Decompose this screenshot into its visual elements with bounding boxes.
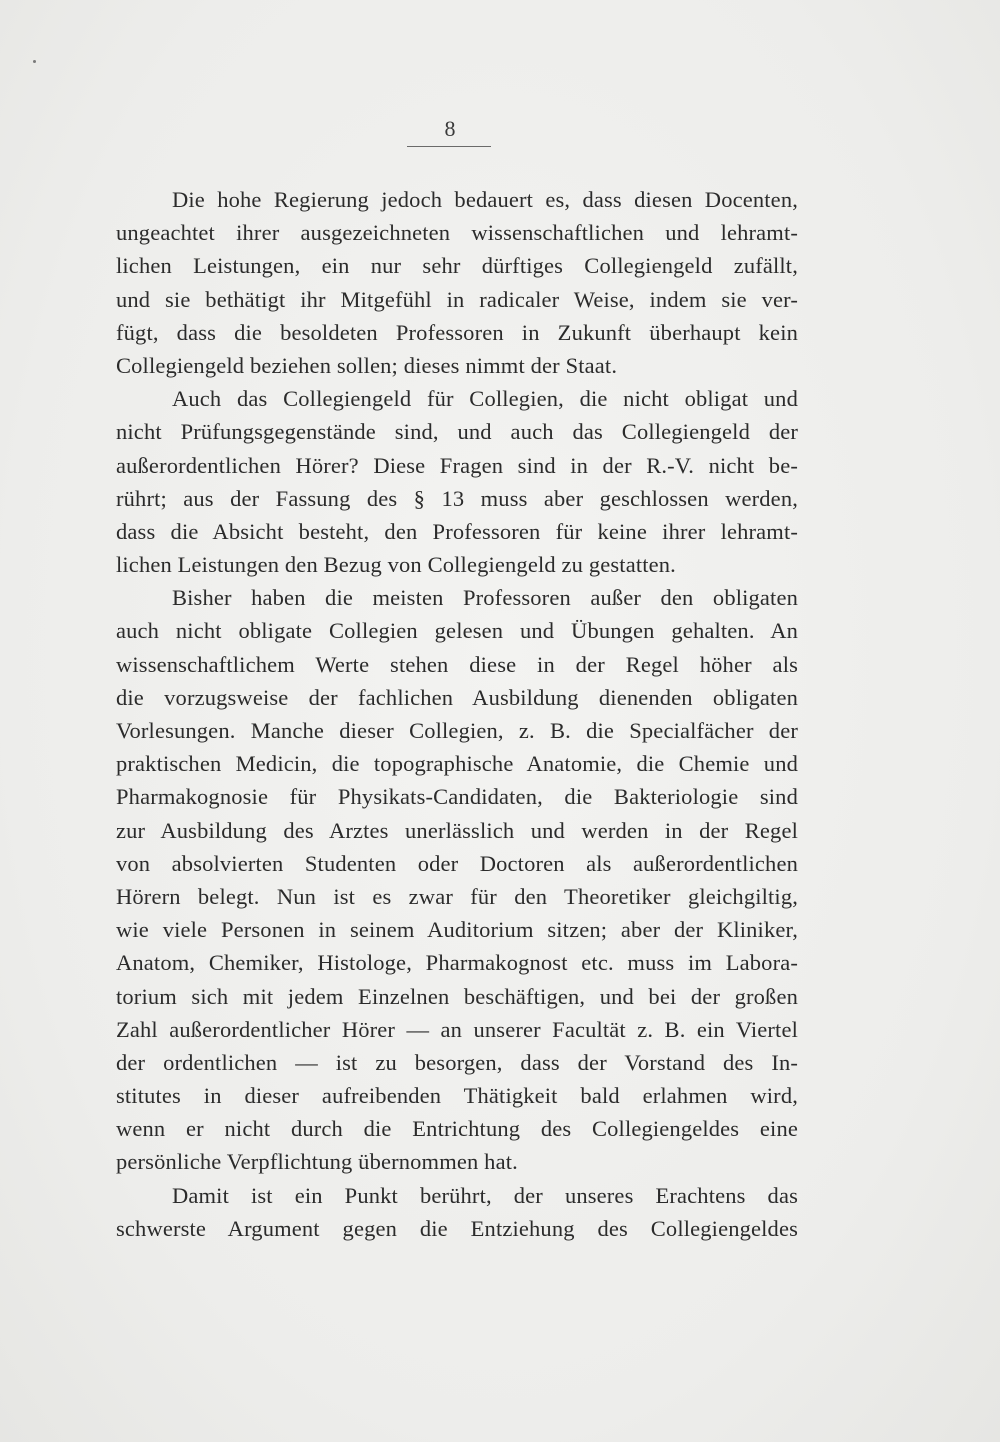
text-line: zur Ausbildung des Arztes unerlässlich und werden in der Regel <box>116 817 798 843</box>
text-line: Die hohe Regierung jedoch bedauert es, dass diesen Docenten, <box>172 187 798 212</box>
body-text <box>116 183 798 1245</box>
text-line: nicht Prüfungsgegenstände sind, und auch das Collegiengeld der <box>116 419 798 445</box>
text-line: Collegiengeld beziehen sollen; dieses nimmt der Staat. <box>116 352 618 378</box>
text-line: schwerste Argument gegen die Entziehung des Collegiengeldes <box>116 1215 798 1241</box>
text-line: Anatom, Chemiker, Histologe, Pharmakognost etc. muss im Labora- <box>116 950 798 976</box>
text-line: dass die Absicht besteht, den Professoren für keine ihrer lehramt- <box>116 518 798 544</box>
text-line: ungeachtet ihrer ausgezeichneten wissenschaftlichen und lehramt- <box>116 220 798 246</box>
text-line: praktischen Medicin, die topographische Anatomie, die Chemie und <box>116 751 798 777</box>
text-line: lichen Leistungen, ein nur sehr dürftiges Collegiengeld zufällt, <box>116 253 798 279</box>
text-line: und sie bethätigt ihr Mitgefühl in radicaler Weise, indem sie ver- <box>116 286 798 312</box>
text-line: wissenschaftlichem Werte stehen diese in der Regel höher als <box>116 651 798 677</box>
page-number-rule <box>407 146 491 147</box>
text-line: Hörern belegt. Nun ist es zwar für den Theoretiker gleichgiltig, <box>116 883 798 909</box>
text-line: die vorzugsweise der fachlichen Ausbildung dienenden obligaten <box>116 684 798 710</box>
text-line: von absolvierten Studenten oder Doctoren als außerordentlichen <box>116 850 798 876</box>
text-line: auch nicht obligate Collegien gelesen und Übungen gehalten. An <box>116 618 798 644</box>
text-line: torium sich mit jedem Einzelnen beschäftigen, und bei der großen <box>116 983 798 1009</box>
text-line: stitutes in dieser aufreibenden Thätigkeit bald erlahmen wird, <box>116 1083 798 1109</box>
text-line: Damit ist ein Punkt berührt, der unseres Erachtens das <box>172 1182 798 1208</box>
text-line: Vorlesungen. Manche dieser Collegien, z. B. die Specialfächer der <box>116 718 798 743</box>
text-line: der ordentlichen — ist zu besorgen, dass der Vorstand des In- <box>116 1049 798 1075</box>
page-number: 8 <box>444 116 456 141</box>
paper-speck <box>33 60 36 63</box>
text-line: wie viele Personen in seinem Auditorium sitzen; aber der Kliniker, <box>116 917 798 943</box>
text-line: rührt; aus der Fassung des § 13 muss aber geschlossen werden, <box>116 485 798 511</box>
text-line: persönliche Verpflichtung übernommen hat. <box>116 1149 518 1175</box>
text-line: Auch das Collegiengeld für Collegien, die nicht obligat und <box>172 386 798 412</box>
text-line: Bisher haben die meisten Professoren außer den obligaten <box>172 585 798 611</box>
text-line: lichen Leistungen den Bezug von Collegiengeld zu gestatten. <box>116 552 676 578</box>
text-line: Pharmakognosie für Physikats-Candidaten, die Bakteriologie sind <box>116 784 798 810</box>
text-line: fügt, dass die besoldeten Professoren in Zukunft überhaupt kein <box>116 319 798 345</box>
text-line: wenn er nicht durch die Entrichtung des Collegiengeldes eine <box>116 1116 798 1142</box>
text-line: Zahl außerordentlicher Hörer — an unserer Facultät z. B. ein Viertel <box>116 1016 798 1042</box>
text-line: außerordentlichen Hörer? Diese Fragen sind in der R.-V. nicht be- <box>116 452 798 478</box>
